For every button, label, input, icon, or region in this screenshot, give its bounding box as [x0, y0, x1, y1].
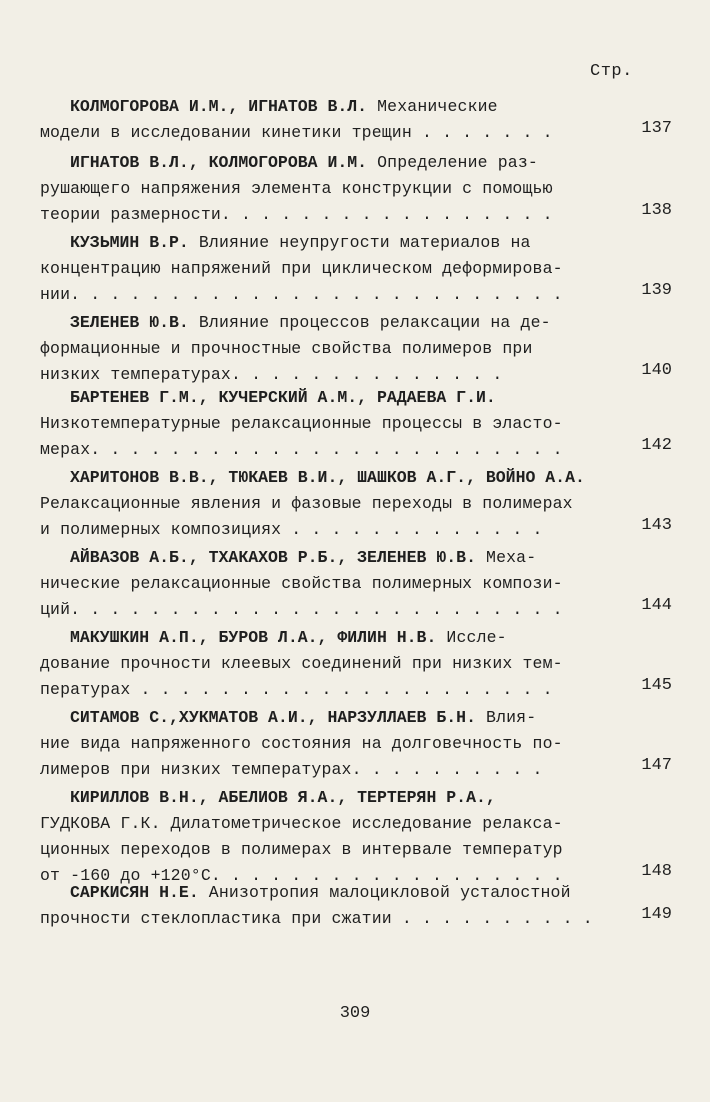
entry-title-text: нии. . . . . . . . . . . . . . . . . . . . . . . . .: [40, 285, 563, 304]
entry-title-text: ционных переходов в полимерах в интервале температур: [40, 840, 563, 859]
entry-authors: МАКУШКИН А.П., БУРОВ Л.А., ФИЛИН Н.В.: [70, 628, 437, 647]
entry-title-text: Анизотропия малоцикловой усталостной: [198, 883, 571, 902]
entry-first-line: [40, 465, 640, 491]
entry-line: [40, 837, 640, 863]
entry-title-text: мерах. . . . . . . . . . . . . . . . . . . . . . . .: [40, 440, 563, 459]
entry-page-number: 139: [641, 281, 672, 300]
entry-authors: АЙВАЗОВ А.Б., ТХАКАХОВ Р.Б., ЗЕЛЕНЕВ Ю.В.: [70, 548, 476, 567]
entry-authors: ИГНАТОВ В.Л., КОЛМОГОРОВА И.М.: [70, 153, 368, 172]
entry-first-line: [40, 230, 640, 256]
entry-title-text: от -160 до +120°С. . . . . . . . . . . . . . . . . .: [40, 866, 563, 885]
toc-entry: [40, 465, 672, 543]
entry-authors: СИТАМОВ С.,ХУКМАТОВ А.И., НАРЗУЛЛАЕВ Б.Н.: [70, 708, 476, 727]
entry-title-text: ние вида напряженного состояния на долговечность по-: [40, 734, 563, 753]
toc-entry: [40, 545, 672, 623]
entry-line: [40, 517, 640, 543]
toc-entry: [40, 385, 672, 463]
entry-title-text: Низкотемпературные релаксационные процессы в эласто-: [40, 414, 563, 433]
entry-page-number: 148: [641, 862, 672, 881]
entry-line: [40, 120, 640, 146]
entry-line: [40, 202, 640, 228]
entry-line: [40, 677, 640, 703]
page-column-label: Стр.: [590, 62, 633, 81]
entry-line: [40, 731, 640, 757]
toc-entry: [40, 230, 672, 308]
entry-page-number: 138: [641, 201, 672, 220]
entry-line: [40, 491, 640, 517]
entry-title-text: Механические: [367, 97, 498, 116]
entry-title-text: прочности стеклопластика при сжатии . . . . . . . . . .: [40, 909, 593, 928]
entry-first-line: [40, 785, 640, 811]
entry-first-line: [40, 545, 640, 571]
entry-line: [40, 256, 640, 282]
entry-line: [40, 651, 640, 677]
entry-title-text: Иссле-: [436, 628, 507, 647]
entry-first-line: [40, 94, 640, 120]
entry-authors: КУЗЬМИН В.Р.: [70, 233, 189, 252]
entry-title-text: Влияние неупругости материалов на: [188, 233, 531, 252]
entry-line: [40, 336, 640, 362]
entry-title-text: дование прочности клеевых соединений при низких тем-: [40, 654, 563, 673]
entry-authors: БАРТЕНЕВ Г.М., КУЧЕРСКИЙ А.М., РАДАЕВА Г.И.: [70, 388, 496, 407]
entry-title-text: рушающего напряжения элемента конструкции с помощью: [40, 179, 553, 198]
entry-title-text: Меха-: [475, 548, 537, 567]
entry-title-text: нические релаксационные свойства полимерных компози-: [40, 574, 563, 593]
toc-entry: [40, 785, 672, 889]
entry-line: [40, 176, 640, 202]
toc-entry: [40, 310, 672, 388]
entry-title-text: лимеров при низких температурах. . . . . . . . . .: [40, 760, 543, 779]
entry-title-text: Влия-: [475, 708, 537, 727]
entry-authors: САРКИСЯН Н.Е.: [70, 883, 199, 902]
toc-entry: [40, 94, 672, 146]
entry-title-text: пературах . . . . . . . . . . . . . . . . . . . . .: [40, 680, 553, 699]
entry-page-number: 143: [641, 516, 672, 535]
entry-authors: ЗЕЛЕНЕВ Ю.В.: [70, 313, 189, 332]
entry-first-line: [40, 385, 640, 411]
entry-line: [40, 282, 640, 308]
entry-line: [40, 411, 640, 437]
page-number-footer: 309: [339, 1004, 371, 1023]
entry-authors: КОЛМОГОРОВА И.М., ИГНАТОВ В.Л.: [70, 97, 368, 116]
entry-first-line: [40, 150, 640, 176]
toc-entry: [40, 625, 672, 703]
entry-title-text: ций. . . . . . . . . . . . . . . . . . . . . . . . .: [40, 600, 563, 619]
entry-title-text: формационные и прочностные свойства полимеров при: [40, 339, 533, 358]
entry-first-line: [40, 705, 640, 731]
entry-title-text: Релаксационные явления и фазовые переходы в полимерах: [40, 494, 573, 513]
entry-first-line: [40, 880, 640, 906]
entry-title-text: концентрацию напряжений при циклическом деформирова-: [40, 259, 563, 278]
entry-first-line: [40, 625, 640, 651]
entry-line: [40, 597, 640, 623]
entry-page-number: 147: [641, 756, 672, 775]
entry-title-text: низких температурах. . . . . . . . . . . . . .: [40, 365, 503, 384]
toc-entry: [40, 150, 672, 228]
entry-line: [40, 571, 640, 597]
entry-page-number: 144: [641, 596, 672, 615]
entry-authors: ХАРИТОНОВ В.В., ТЮКАЕВ В.И., ШАШКОВ А.Г., ВОЙНО А.А.: [70, 468, 585, 487]
entry-title-text: ГУДКОВА Г.К. Дилатометрическое исследование релакса-: [40, 814, 563, 833]
entry-page-number: 137: [641, 119, 672, 138]
entry-line: [40, 757, 640, 783]
entry-page-number: 145: [641, 676, 672, 695]
entry-authors: КИРИЛЛОВ В.Н., АБЕЛИОВ Я.А., ТЕРТЕРЯН Р.А.,: [70, 788, 496, 807]
entry-line: [40, 811, 640, 837]
toc-entry: [40, 705, 672, 783]
entry-title-text: модели в исследовании кинетики трещин . . . . . . .: [40, 123, 553, 142]
entry-line: [40, 906, 640, 932]
entry-page-number: 142: [641, 436, 672, 455]
entry-first-line: [40, 310, 640, 336]
entry-line: [40, 437, 640, 463]
entry-title-text: Определение раз-: [367, 153, 538, 172]
entry-title-text: теории размерности. . . . . . . . . . . . . . . . .: [40, 205, 553, 224]
toc-entry: [40, 880, 672, 932]
entry-title-text: Влияние процессов релаксации на де-: [188, 313, 551, 332]
entry-page-number: 149: [641, 905, 672, 924]
entry-page-number: 140: [641, 361, 672, 380]
entry-title-text: и полимерных композициях . . . . . . . . . . . . .: [40, 520, 543, 539]
